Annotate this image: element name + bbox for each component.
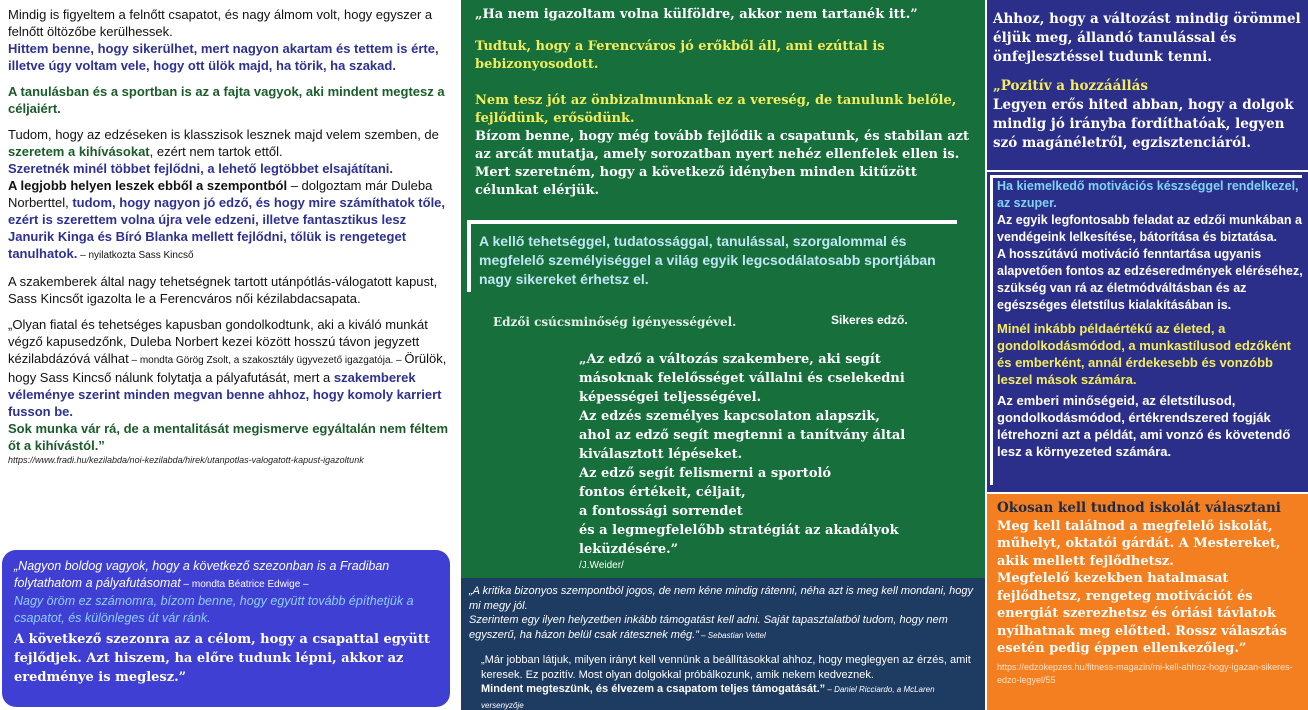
left-paragraph-4 (8, 126, 452, 160)
left-p8-a: „Olyan fiatal és tehetséges kapusban gondolkodtunk, aki a kiváló munkát végző kapusedzőnk, Duleba Norbert kezei között hosszú távon jegyzett kézilabdázóvá válhat (8, 317, 428, 366)
motivation-left-border (990, 175, 993, 485)
coach-quote-line: kiválasztott lépéseket. (579, 447, 743, 462)
motivation-paragraph-4: Az emberi minőségeid, az életstílusod, gondolkodásmódod, értékrendszered fogják létrehozni azt a példát, ami vonzó és követendő lesz a környezeted számára. (997, 393, 1291, 459)
center-quote: „Ha nem igazoltam volna külföldre, akkor nem tartanék itt.” (475, 7, 918, 22)
left-p6-b: – dolgoztam már Duleba Norberttel, (8, 178, 433, 210)
coach-quote-line: ahol az edző segít megtenni a tanítvány által (579, 428, 906, 443)
talent-box-left-border (467, 220, 471, 292)
coach-quote-author: /J.Weider/ (579, 560, 624, 571)
motivation-paragraph-2: A hosszútávú motiváció fenntartása ugyanis alapvetően fontos az edzéseredmények eléréséhez, szükség van rá az életmódváltásban és az egészséges életstílus kialakításában is. (997, 247, 1303, 312)
coach-quality-label: Edzői csúcsminőség igényességével. (493, 315, 737, 329)
right-school-panel (987, 494, 1308, 710)
left-p6-c: tudom, hogy nagyon jó edző, és hogy mire számíthatok tőle, ezért is szerettem volna újra vele edzeni, illetve fantasztikus lesz Janurik Kinga és Bíró Blanka mellett fejlődni, tőlük is rengeteget tanulhatok. (8, 195, 446, 261)
left-p4-a: Tudom, hogy az edzéseken is klasszisok lesznek majd velem szemben, de (8, 127, 439, 142)
left-paragraph-7: A szakemberek által nagy tehetségnek tartott utánpótlás-válogatott kapust, Sass Kincsőt igazolta le a Ferencváros női kézilabdacsapata. (8, 274, 438, 306)
coach-quote-line: fontos értékeit, céljait, (579, 485, 746, 500)
left-p4-c: , ezért nem tartok ettől. (149, 144, 283, 159)
left-p8-d: szakemberek véleménye szerint minden megvan benne ahhoz, hogy komoly karriert fusson be. (8, 370, 442, 419)
coach-quote (579, 350, 979, 559)
coach-quote-line: a fontossági sorrendet (579, 504, 743, 519)
edwige-quote-box (2, 550, 450, 707)
left-paragraph-3: A tanulásban és a sportban is az a fajta vagyok, aki mindent megtesz a céljaiért. (8, 84, 445, 116)
left-paragraph-8 (8, 316, 452, 420)
ricciardo-attribution: – Daniel Ricciardo, a McLaren versenyzője (481, 685, 935, 710)
coach-quote-line: másoknak felelősséget vállalni és cselekedni (579, 371, 905, 386)
left-p6-a: A legjobb helyen leszek ebből a szempontból (8, 178, 288, 193)
coach-quote-line: és a legmegfelelőbb stratégiát az akadályok (579, 523, 899, 538)
center-white-2: Mert szeretném, hogy a következő idényben minden kitűzött célunkat elérjük. (475, 165, 917, 198)
left-paragraph-9: Sok munka vár rá, de a mentalitását megismerve egyáltalán nem féltem őt a kihívástól.” (8, 421, 449, 453)
school-paragraph-2: Megfelelő kezekben hatalmasat fejlődhetsz, rengeteg motivációt és energiát szerezhetsz és óriási távlatok nyílhatnak meg előtted. Rossz választás esetén pedig éppen ellenkezőleg.” (997, 571, 1287, 656)
left-source-link[interactable]: https://www.fradi.hu/kezilabda/noi-kezilabda/hirek/utanpotlas-valogatott-kapust-igazoltunk (8, 455, 364, 465)
motivation-heading: Ha kiemelkedő motivációs készséggel rendelkezel, az szuper. (997, 179, 1299, 210)
coach-quote-line: leküzdésére.” (579, 542, 679, 557)
positive-attitude-heading: „Pozitív a hozzáállás (993, 78, 1148, 94)
edwige-quote-attribution: – mondta Béatrice Edwige – (180, 579, 309, 590)
right-top-paragraph-1: Ahhoz, hogy a változást mindig örömmel éljük meg, állandó tanulással és önfejlesztéssel tudunk tenni. (993, 11, 1301, 65)
edwige-quote-1-text: „Nagyon boldog vagyok, hogy a következő szezonban is a Fradiban folytathatom a pályafutásomat (14, 559, 390, 590)
coach-quote-line: Az edzés személyes kapcsolaton alapszik, (579, 409, 880, 424)
coach-quote-line: Az edző segít felismerni a sportoló (579, 466, 832, 481)
talent-box-top-border (467, 220, 957, 224)
left-paragraph-1: Mindig is figyeltem a felnőtt csapatot, és nagy álmom volt, hogy egyszer a felnőtt öltözőbe kerülhessek. (8, 7, 433, 39)
right-top-paragraph-2: Legyen erős hited abban, hogy a dolgok mindig jó irányba fordíthatóak, legyen szó magánéletről, egzisztenciáról. (993, 97, 1294, 151)
school-source-link[interactable]: https://edzokepzes.hu/fitness-magazin/mi-kell-ahhoz-hogy-igazan-sikeres-edzo-legyel/55 (997, 661, 1293, 685)
vettel-attribution: – Sebastian Vettel (698, 630, 766, 640)
right-positive-attitude-panel (987, 0, 1308, 170)
coach-quote-line: képességei teljességével. (579, 390, 762, 405)
vettel-quote-2 (469, 613, 977, 643)
left-p8-b: – mondta Görög Zsolt, a szakosztály ügyvezető igazgatója. – (128, 355, 405, 366)
school-heading: Okosan kell tudnod iskolát választani (997, 500, 1281, 516)
center-bottom-quotes (461, 578, 985, 710)
left-p6-d: – nyilatkozta Sass Kincső (77, 250, 194, 261)
ricciardo-quote-2-text: Mindent megteszünk, és élvezem a csapatom teljes támogatását.” (481, 683, 826, 695)
ricciardo-quote-1: „Már jobban látjuk, milyen irányt kell vennünk a beállításokkal ahhoz, hogy meglegyen az érzés, amit keresek. Ez pozitív. Most olyan dolgokkal próbálkozunk, amik nekem kedveznek. (481, 654, 971, 681)
talent-text: A kellő tehetséggel, tudatossággal, tanulással, szorgalommal és megfelelő személyiséggel a világ egyik legcsodálatosabb sportjában nagy sikereket érhetsz el. (479, 233, 936, 287)
edwige-quote-2: Nagy öröm ez számomra, bízom benne, hogy együtt tovább építhetjük a csapatot, és különleges út vár ránk. (14, 594, 414, 625)
left-article-column (0, 0, 460, 548)
left-p8-c: Örülök, hogy Sass Kincső nálunk folytatja a pályafutását, mert a (8, 351, 447, 385)
right-motivation-panel (987, 172, 1308, 492)
school-paragraph-1: Meg kell találnod a megfelelő iskolát, műhelyt, oktatói gárdát. A Mestereket, akik mellett fejlődhetsz. (997, 518, 1281, 569)
edwige-quote-1 (14, 558, 438, 593)
left-paragraph-2: Hittem benne, hogy sikerülhet, mert nagyon akartam és tettem is érte, illetve úgy voltam vele, hogy ott ülök majd, ha törik, ha szakad. (8, 41, 439, 73)
left-paragraph-5: Szeretnék minél többet fejlődni, a lehető legtöbbet elsajátítani. (8, 161, 394, 176)
motivation-paragraph-1: Az egyik legfontosabb feladat az edzői munkában a vendégeink lelkesítése, bátorítása és biztatása. (997, 213, 1302, 244)
center-green-panel (461, 0, 985, 578)
ricciardo-quote-2 (469, 682, 977, 710)
coach-quote-line: „Az edző a változás szakembere, aki segít (579, 352, 881, 367)
vettel-quote-1: „A kritika bizonyos szempontból jogos, de nem kéne mindig rátenni, néha azt is meg kell mondani, hogy mi megy jól. (469, 585, 974, 612)
center-yellow-1: Tudtuk, hogy a Ferencváros jó erőkből áll, ami ezúttal is bebizonyosodott. (475, 39, 885, 72)
coach-success-label: Sikeres edző. (831, 313, 908, 327)
left-p4-b: szeretem a kihívásokat (8, 144, 150, 159)
center-yellow-2: Nem tesz jót az önbizalmunknak ez a vereség, de tanulunk belőle, fejlődünk, erősödünk. (475, 93, 957, 126)
vettel-quote-2-text: Szerintem egy ilyen helyzetben inkább támogatást kell adni. Saját tapasztalatból tudom, hogy nem egyszerű, ha házon belül csak rátesznek még.” (469, 614, 948, 641)
left-paragraph-6 (8, 177, 452, 264)
motivation-paragraph-3: Minél inkább példaértékű az életed, a gondolkodásmódod, a munkastílusod edzőként és emberként, annál érdekesebb és vonzóbb leszel mások számára. (997, 321, 1291, 387)
edwige-quote-3: A következő szezonra az a célom, hogy a csapattal együtt fejlődjek. Azt hiszem, ha előre tudunk lépni, akkor az eredménye is meglesz.” (14, 632, 430, 685)
center-white-1: Bízom benne, hogy még tovább fejlődik a csapatunk, és stabilan azt az arcát mutatja, amely sorozatban nyert nehéz ellenfelek ellen is. (475, 129, 970, 162)
